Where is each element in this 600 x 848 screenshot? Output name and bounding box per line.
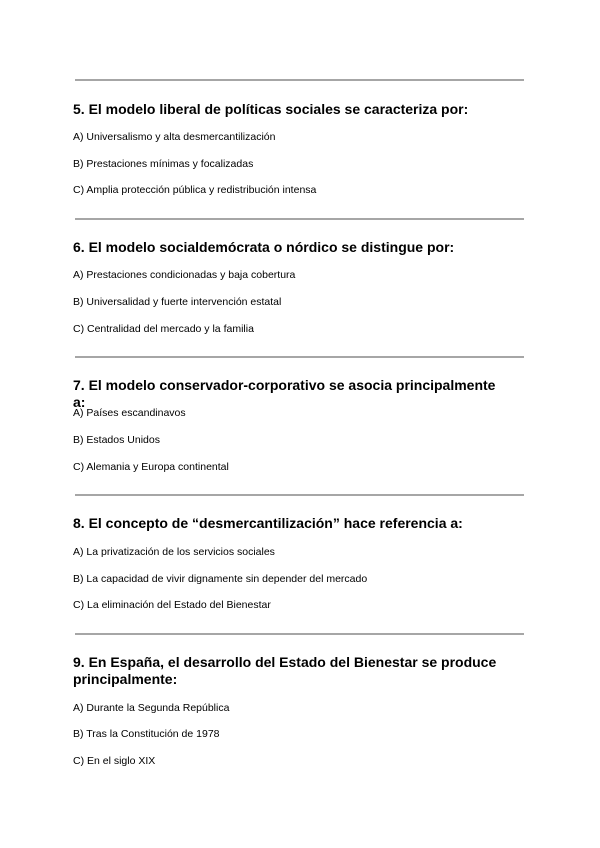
question-5-title: 5. El modelo liberal de políticas sociales se caracteriza por: bbox=[73, 101, 469, 117]
section-divider bbox=[75, 494, 524, 496]
question-5-option-b: B) Prestaciones mínimas y focalizadas bbox=[73, 158, 254, 170]
question-7-option-c: C) Alemania y Europa continental bbox=[73, 461, 229, 473]
question-7-option-b: B) Estados Unidos bbox=[73, 434, 160, 446]
question-8-option-c: C) La eliminación del Estado del Bienestar bbox=[73, 599, 271, 611]
question-9-option-a: A) Durante la Segunda República bbox=[73, 702, 230, 714]
question-5-option-c: C) Amplia protección pública y redistribución intensa bbox=[73, 184, 317, 196]
question-6-option-a: A) Prestaciones condicionadas y baja cobertura bbox=[73, 269, 296, 281]
question-6-option-b: B) Universalidad y fuerte intervención estatal bbox=[73, 296, 282, 308]
question-7-option-a: A) Países escandinavos bbox=[73, 407, 186, 419]
question-9-option-c: C) En el siglo XIX bbox=[73, 755, 156, 767]
question-8-title: 8. El concepto de “desmercantilización” hace referencia a: bbox=[73, 515, 463, 531]
question-5-option-a: A) Universalismo y alta desmercantilización bbox=[73, 131, 276, 143]
question-7-title: 7. El modelo conservador-corporativo se asocia principalmente a: bbox=[73, 377, 496, 410]
question-8-option-a: A) La privatización de los servicios sociales bbox=[73, 546, 275, 558]
question-6-title: 6. El modelo socialdemócrata o nórdico se distingue por: bbox=[73, 239, 455, 255]
question-9-title: 9. En España, el desarrollo del Estado del Bienestar se produce principalmente: bbox=[73, 654, 497, 687]
section-divider bbox=[75, 356, 524, 358]
section-divider bbox=[75, 218, 524, 220]
question-9-option-b: B) Tras la Constitución de 1978 bbox=[73, 728, 220, 740]
section-divider bbox=[75, 79, 524, 81]
question-8-option-b: B) La capacidad de vivir dignamente sin depender del mercado bbox=[73, 573, 368, 585]
question-6-option-c: C) Centralidad del mercado y la familia bbox=[73, 323, 254, 335]
section-divider bbox=[75, 633, 524, 635]
